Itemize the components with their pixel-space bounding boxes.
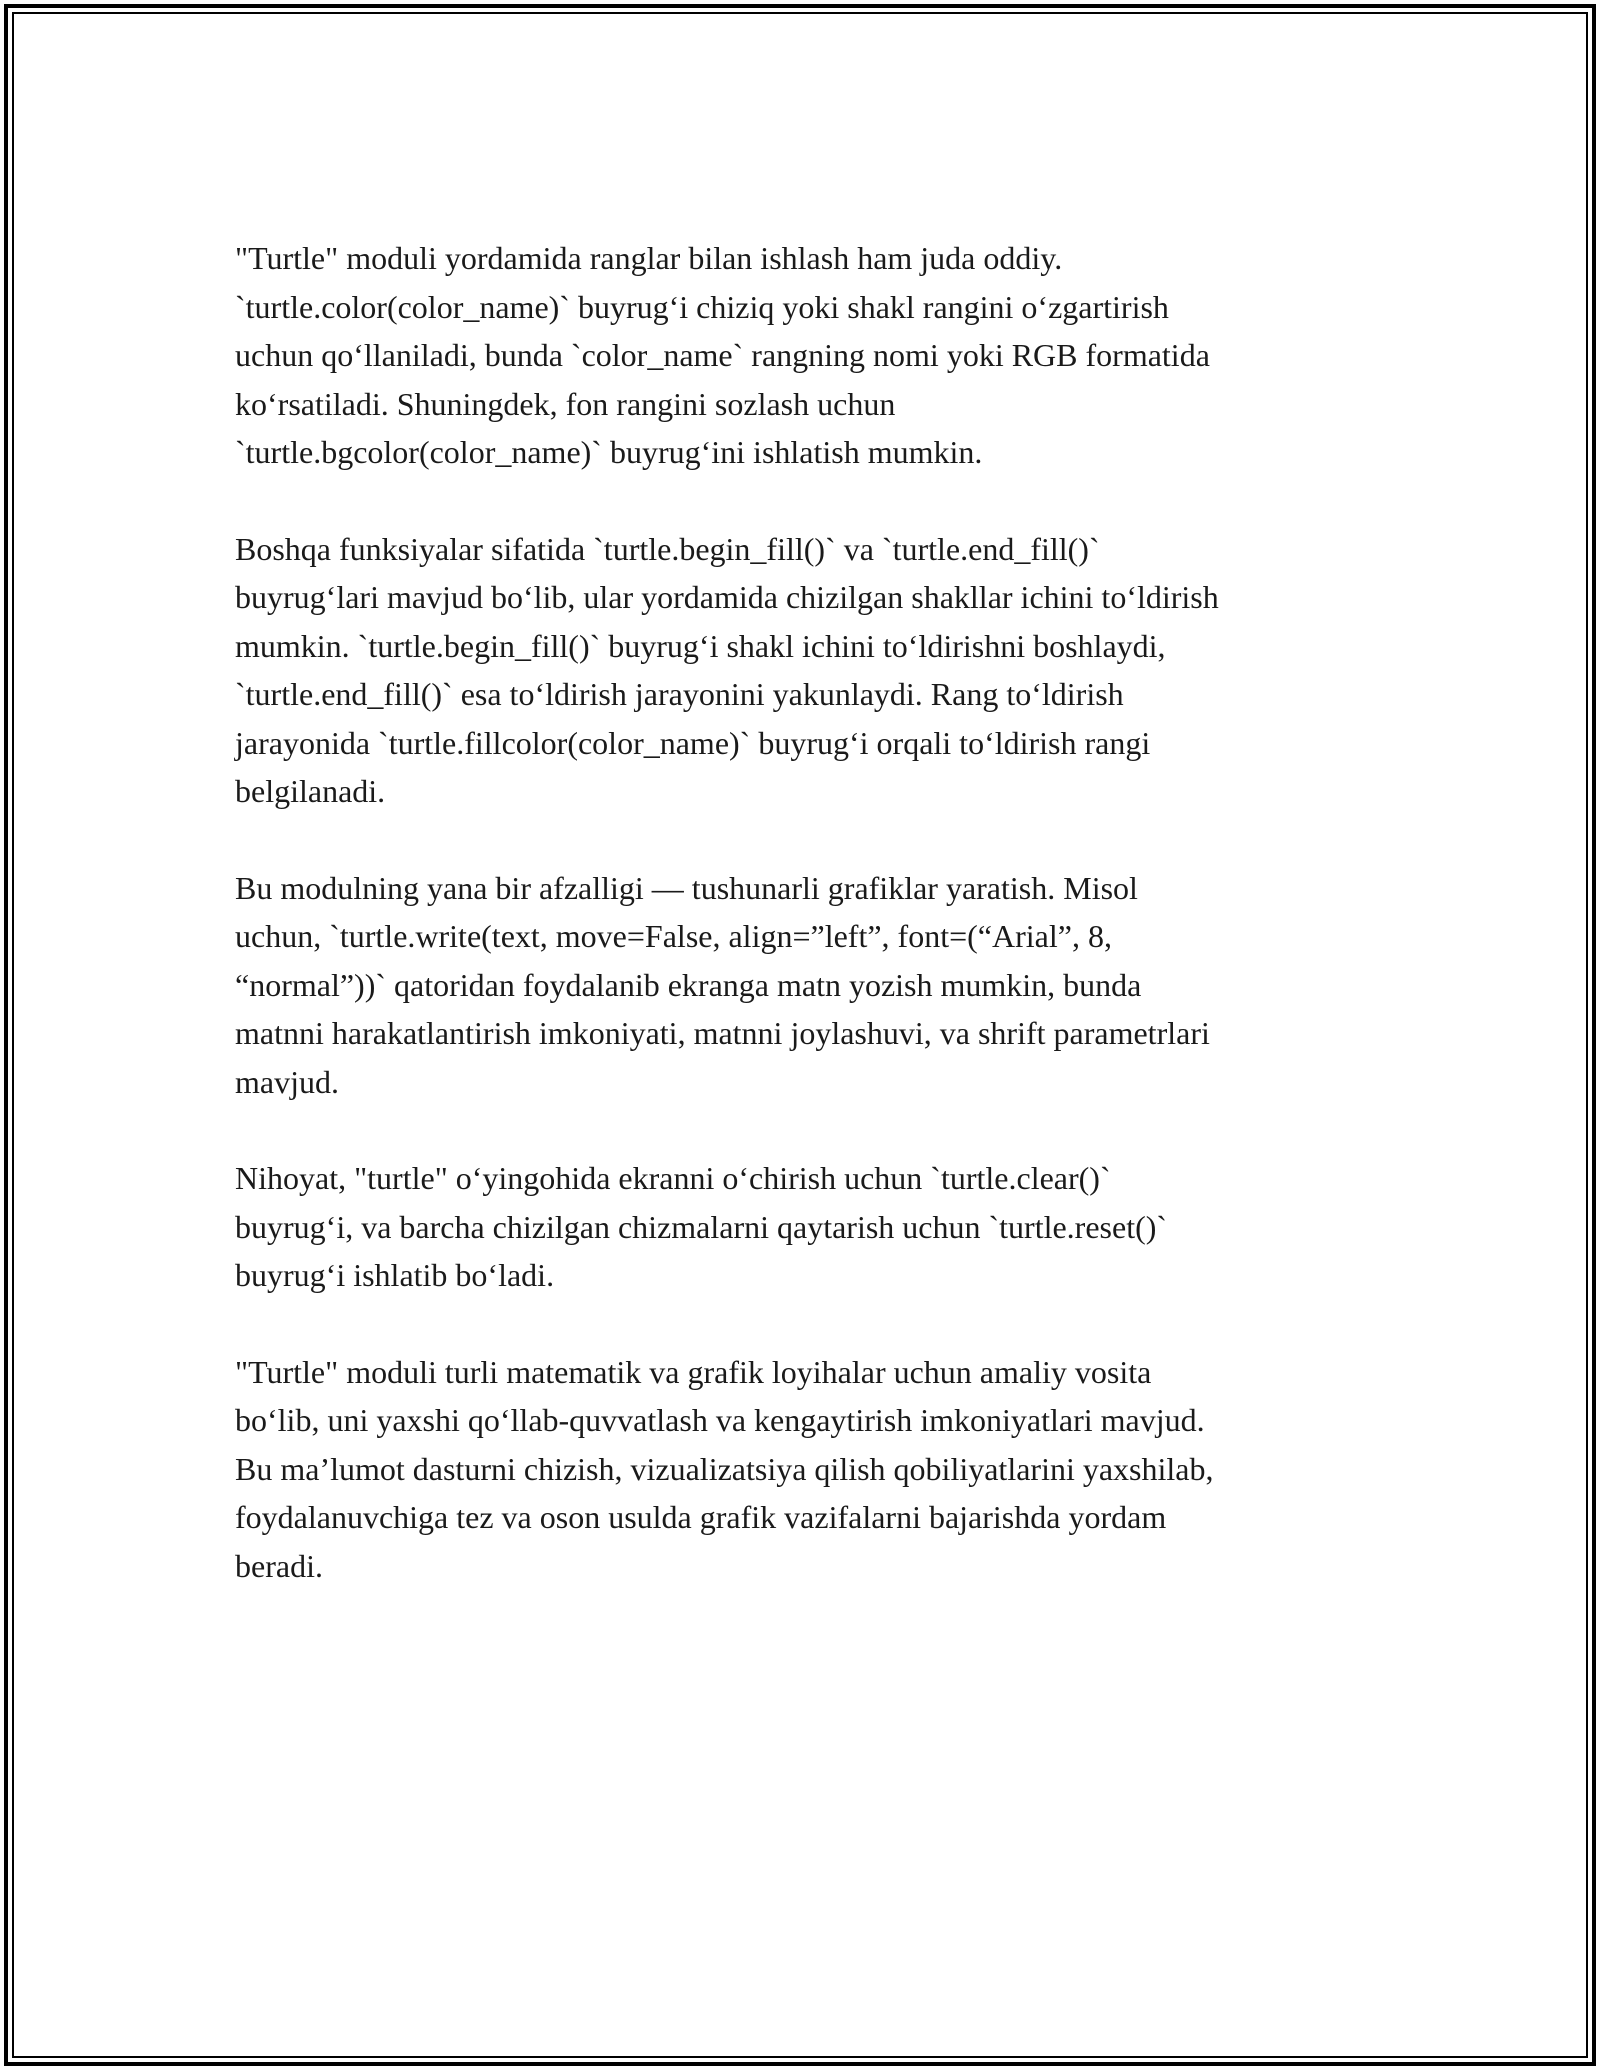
paragraph-conclusion: "Turtle" moduli turli matematik va grafik loyihalar uchun amaliy vosita bo‘lib, uni yaxshi qo‘llab-quvvatlash va kengaytirish imkoniyatlari mavjud. Bu ma’lumot dasturni chizish, vizualizatsiya qilish qobiliyatlarini yaxshilab, foydalanuvchiga tez va oson usulda grafik vazifalarni bajarishda yordam beradi. (235, 1353, 1214, 1584)
paragraph-color-commands: "Turtle" moduli yordamida ranglar bilan ishlash ham juda oddiy. `turtle.color(color_name)` buyrug‘i chiziq yoki shakl rangini o‘zgartirish uchun qo‘llaniladi, bunda `color_name` rangning nomi yoki RGB formatida ko‘rsatiladi. Shuningdek, fon rangini sozlash uchun `turtle.bgcolor(color_name)` buyrug‘ini ishlatish mumkin. (235, 240, 1210, 470)
paragraph-write-text: Bu modulning yana bir afzalligi — tushunarli grafiklar yaratish. Misol uchun, `turtle.write(text, move=False, align=”left”, font=(“Arial”, 8, “normal”))` qatoridan foydalanib ekranga matn yozish mumkin, bunda matnni harakatlantirish imkoniyati, matnni joylashuvi, va shrift parametrlari mavjud. (235, 869, 1210, 1100)
document-body (235, 234, 1375, 1590)
paragraph-clear-reset: Nihoyat, "turtle" o‘yingohida ekranni o‘chirish uchun `turtle.clear()` buyrug‘i, va barcha chizilgan chizmalarni qaytarish uchun `turtle.reset()` buyrug‘i ishlatib bo‘ladi. (235, 1160, 1168, 1293)
paragraph-fill-functions: Boshqa funksiyalar sifatida `turtle.begin_fill()` va `turtle.end_fill()` buyrug‘lari mavjud bo‘lib, ular yordamida chizilgan shakllar ichini to‘ldirish mumkin. `turtle.begin_fill()` buyrug‘i shakl ichini to‘ldirishni boshlaydi, `turtle.end_fill()` esa to‘ldirish jarayonini yakunlaydi. Rang to‘ldirish jarayonida `turtle.fillcolor(color_name)` buyrug‘i orqali to‘ldirish rangi belgilanadi. (235, 530, 1219, 809)
